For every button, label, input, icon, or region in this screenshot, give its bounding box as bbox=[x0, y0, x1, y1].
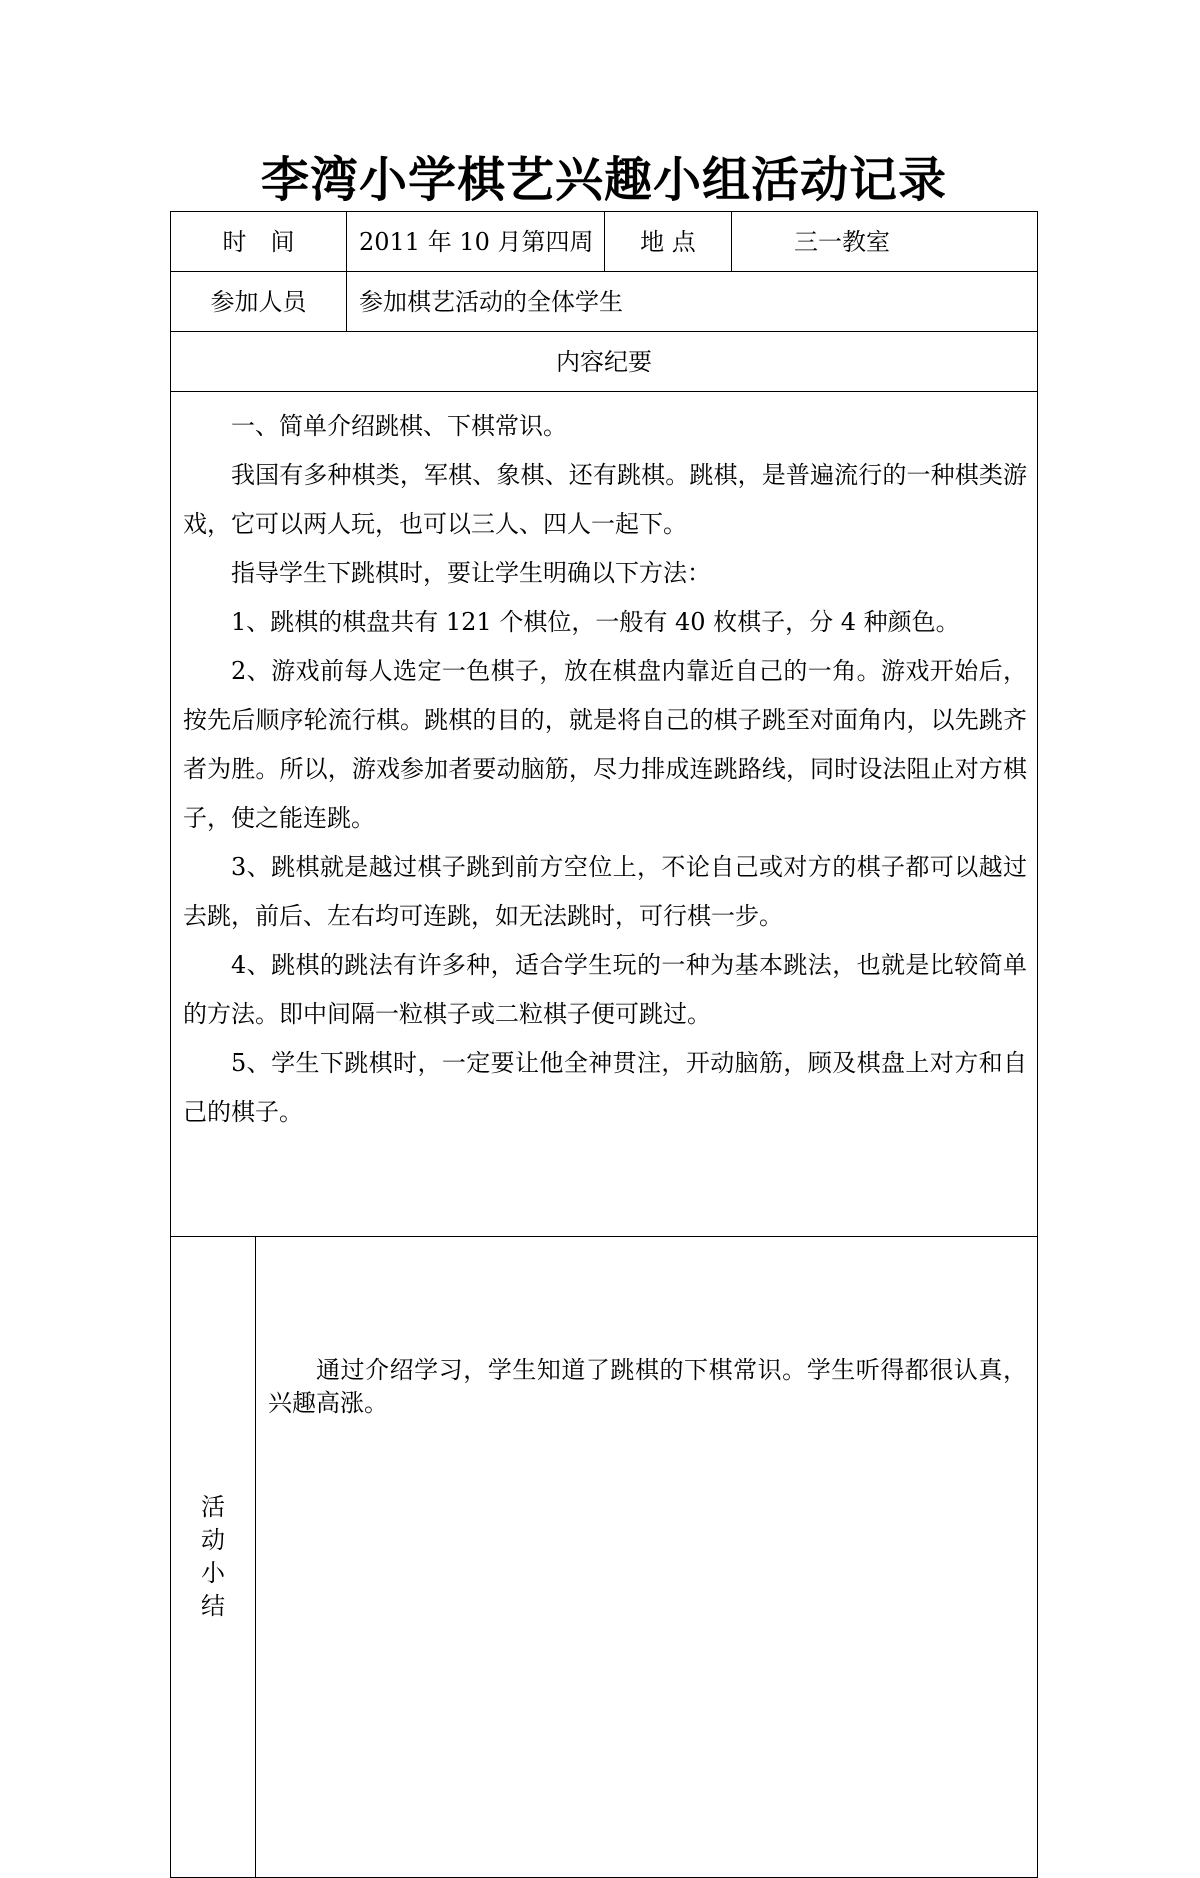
summary-label-char: 活 bbox=[201, 1493, 225, 1521]
content-paragraph: 3、跳棋就是越过棋子跳到前方空位上，不论自己或对方的棋子都可以越过去跳，前后、左右均可连跳，如无法跳时，可行棋一步。 bbox=[183, 853, 1027, 930]
content-paragraph: 5、学生下跳棋时，一定要让他全神贯注，开动脑筋，顾及棋盘上对方和自己的棋子。 bbox=[183, 1049, 1027, 1126]
content-paragraph: 我国有多种棋类，军棋、象棋、还有跳棋。跳棋，是普遍流行的一种棋类游戏，它可以两人玩，也可以三人、四人一起下。 bbox=[183, 461, 1027, 538]
content-body bbox=[171, 392, 1037, 1236]
content-paragraph: 2、游戏前每人选定一色棋子，放在棋盘内靠近自己的一角。游戏开始后，按先后顺序轮流行棋。跳棋的目的，就是将自己的棋子跳至对面角内，以先跳齐者为胜。所以，游戏参加者要动脑筋，尽力排成连跳路线，同时设法阻止对方棋子，使之能连跳。 bbox=[183, 657, 1027, 832]
participants-value: 参加棋艺活动的全体学生 bbox=[346, 272, 1037, 331]
summary-body bbox=[255, 1237, 1037, 1877]
content-heading-row bbox=[171, 332, 1037, 392]
summary-text: 通过介绍学习，学生知道了跳棋的下棋常识。学生听得都很认真，兴趣高涨。 bbox=[268, 1356, 1027, 1417]
content-paragraph: 指导学生下跳棋时，要让学生明确以下方法： bbox=[231, 559, 711, 587]
place-value: 三一教室 bbox=[731, 212, 1037, 271]
participants-row bbox=[171, 272, 1037, 332]
summary-label-char: 结 bbox=[201, 1592, 225, 1620]
meta-row bbox=[171, 212, 1037, 272]
summary-label-char: 小 bbox=[201, 1559, 225, 1587]
time-label: 时 间 bbox=[222, 227, 295, 256]
summary-row bbox=[171, 1237, 1037, 1877]
content-paragraph: 一、简单介绍跳棋、下棋常识。 bbox=[231, 412, 567, 440]
content-paragraph: 1、跳棋的棋盘共有 121 个棋位，一般有 40 枚棋子，分 4 种颜色。 bbox=[231, 608, 960, 636]
content-row bbox=[171, 392, 1037, 1237]
content-paragraph: 4、跳棋的跳法有许多种，适合学生玩的一种为基本跳法，也就是比较简单的方法。即中间隔一粒棋子或二粒棋子便可跳过。 bbox=[183, 951, 1027, 1028]
activity-record-table bbox=[170, 211, 1038, 1878]
summary-label bbox=[171, 1237, 255, 1877]
participants-label: 参加人员 bbox=[210, 287, 307, 316]
content-heading: 内容纪要 bbox=[556, 347, 652, 376]
summary-label-char: 动 bbox=[201, 1526, 225, 1554]
page-title: 李湾小学棋艺兴趣小组活动记录 bbox=[260, 152, 947, 208]
time-value: 2011 年 10 月第四周 bbox=[346, 212, 604, 271]
place-label: 地 点 bbox=[604, 212, 731, 271]
